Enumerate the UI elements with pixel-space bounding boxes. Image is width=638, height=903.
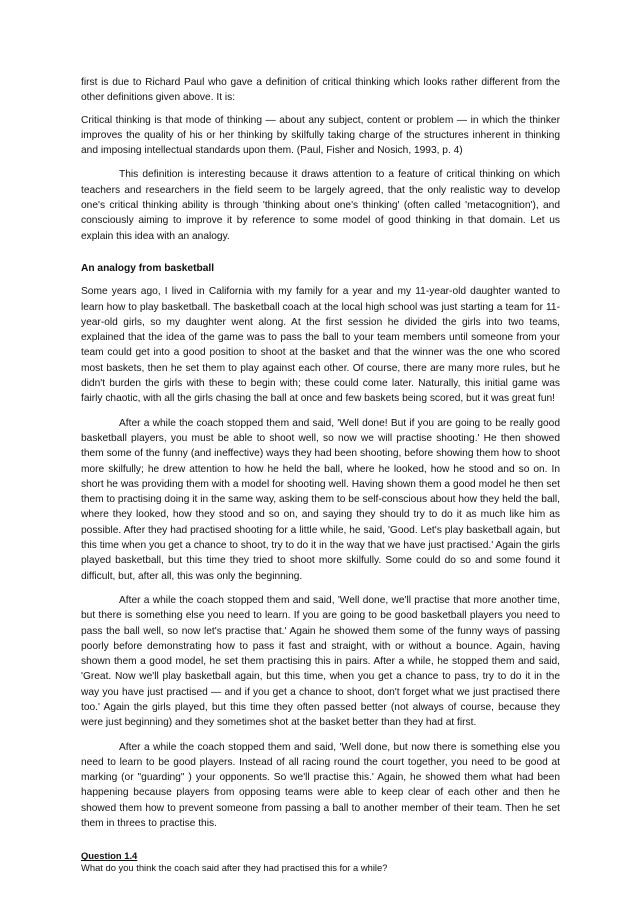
paragraph-basketball-1: Some years ago, I lived in California with my family for a year and my 11-year-old daughter wanted to learn how to play basketball. The basketball coach at the local high school was just starting a team for 11-year-old girls, so my daughter went along. At the first session he divided the girls into two teams, explained that the idea of the game was to pass the ball to your team members until someone from your team could get into a good position to shoot at the basket and that the winner was the one who scored most baskets, then he set them to play against each other. Of course, there are many more rules, but he didn't burden the girls with these to begin with; these could come later. Naturally, this initial game was fairly chaotic, with all the girls chasing the ball at once and few baskets being scored, but it was great fun! [81,286,560,405]
quote-definition: Critical thinking is that mode of thinking — about any subject, content or problem — in which the thinker improves the quality of his or her thinking by skilfully taking charge of the structures inherent in thinking and imposing intellectual standards upon them. (Paul, Fisher and Nosich, 1993, p. 4) [81,114,560,157]
paragraph-intro: first is due to Richard Paul who gave a definition of critical thinking which looks rather different from the other definitions given above. It is: [81,77,560,104]
paragraph-basketball-3: After a while the coach stopped them and said, 'Well done, we'll practise that more another time, but there is something else you need to learn. If you are going to be good basketball players you need to pass the ball well, so now let's practise that.' Again he showed them some of the funny ways of passing poorly before demonstrating how to pass it fast and straight, with or without a bounce. Again, having shown them a good model, he set them practising this in pairs. After a while, he stopped them and said, 'Great. Now we'll play basketball again, but this time, when you get a chance to pass, try to do it in the way you have just practised — and if you get a chance to shoot, don't forget what we just practised there too.' Again the girls played, but this time they often passed better (not always of course, because they were just beginning) and they sometimes shot at the basket better than they had at first. [81,594,560,729]
paragraph-basketball-4: After a while the coach stopped them and said, 'Well done, but now there is something else you need to learn to be good players. Instead of all racing round the court together, you need to be good at marking (or "guarding" ) your opponents. So we'll practise this.' Again, he showed them what had been happening because players from opposing teams were able to keep clear of each other and then he showed them how to prevent someone from passing a ball to another member of their team. Then he set them in threes to practise this. [81,741,560,830]
question-text: What do you think the coach said after they had practised this for a while? [81,862,388,874]
section-heading: An analogy from basketball [81,262,215,274]
paragraph-definition-comment: This definition is interesting because it draws attention to a feature of critical thinking on which teachers and researchers in the field seem to be largely agreed, that the only realistic way to develop one's critical thinking ability is through 'thinking about one's thinking' (often called 'metacognition'), and consciously aiming to improve it by reference to some model of good thinking in that domain. Let us explain this idea with an analogy. [81,169,560,242]
question-title: Question 1.4 [81,850,138,862]
paragraph-basketball-2: After a while the coach stopped them and said, 'Well done! But if you are going to be really good basketball players, you must be able to shoot well, so now we will practise shooting.' He then showed them some of the funny (and ineffective) ways they had been shooting, before showing them how to shoot more skilfully; he drew attention to how he held the ball, where he looked, how he stood and so on. In short he was providing them with a model for shooting well. Having shown them a good model he then set them to practising doing it in the same way, asking them to be self-conscious about how they held the ball, where they looked, how they stood and so on, and saying they should try to do it as much like him as possible. After they had practised shooting for a little while, he said, 'Good. Let's play basketball again, but this time when you get a chance to shoot, try to do it in the way that we have just practised.' Again the girls played basketball, but this time they tried to shoot more skilfully. Some could do so and some found it difficult, but, after all, this was only the beginning. [81,417,560,582]
